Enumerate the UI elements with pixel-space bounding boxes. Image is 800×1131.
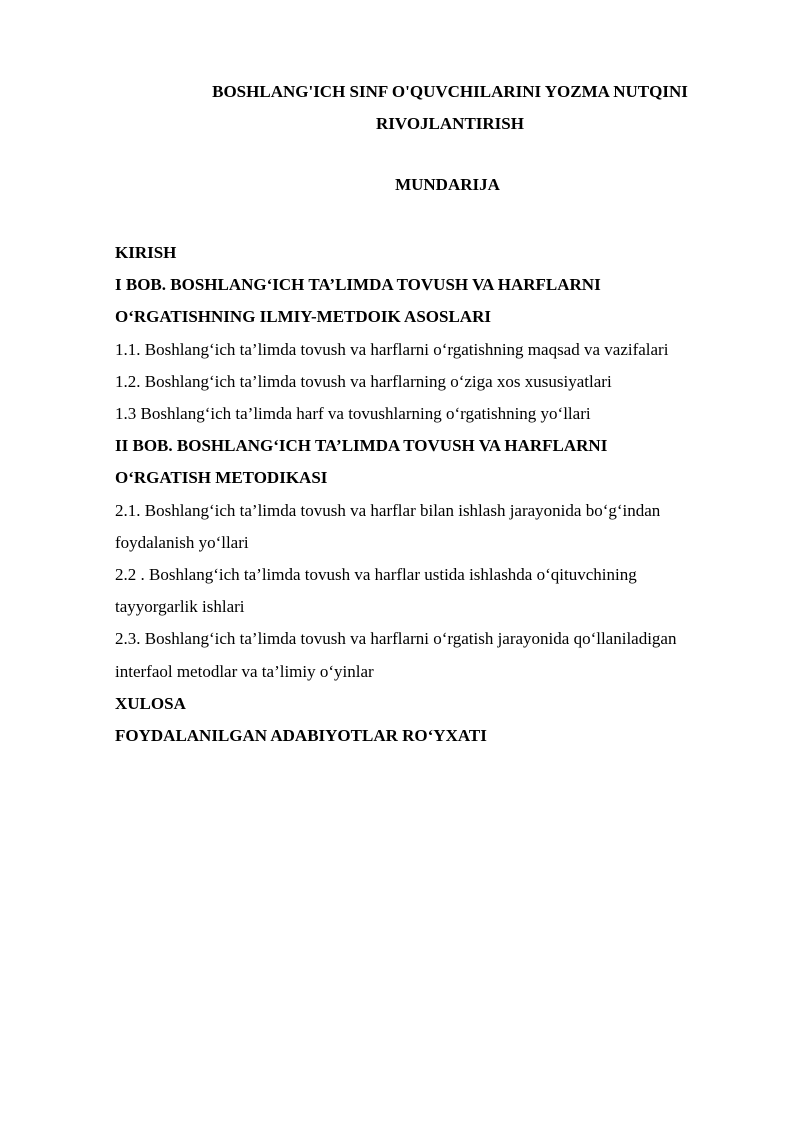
toc-entry xyxy=(115,430,760,494)
toc-entry-line: 1.1. Boshlang‘ich ta’limda tovush va harflarni o‘rgatishning maqsad va vazifalari xyxy=(115,339,669,359)
toc-entry xyxy=(115,688,760,720)
toc-entry-line: 2.3. Boshlang‘ich ta’limda tovush va harflarni o‘rgatish jarayonida qo‘llaniladigan xyxy=(115,629,677,649)
toc-entry-line: 1.3 Boshlang‘ich ta’limda harf va tovushlarning o‘rgatishning yo‘llari xyxy=(115,404,591,424)
toc-entry xyxy=(115,334,760,366)
toc-entry-line: foydalanish yo‘llari xyxy=(115,532,249,552)
document-title-line: RIVOJLANTIRISH xyxy=(376,114,524,133)
toc-entry xyxy=(115,366,760,398)
document-title-line: BOSHLANG'ICH SINF O'QUVCHILARINI YOZMA NUTQINI xyxy=(212,82,688,101)
toc-entry-line: 2.1. Boshlang‘ich ta’limda tovush va harflar bilan ishlash jarayonida bo‘g‘indan xyxy=(115,500,661,520)
toc-entry xyxy=(115,720,760,752)
toc-entry xyxy=(115,398,760,430)
toc-heading: MUNDARIJA xyxy=(395,175,500,194)
toc-entry-line: tayyorgarlik ishlari xyxy=(115,597,245,617)
toc-entry xyxy=(115,495,760,559)
toc-entry xyxy=(115,269,760,333)
table-of-contents xyxy=(115,237,760,752)
toc-entry-line: XULOSA xyxy=(115,693,186,713)
toc-entry xyxy=(115,559,760,623)
toc-entry-line: 1.2. Boshlang‘ich ta’limda tovush va harflarning o‘ziga xos xususiyatlari xyxy=(115,371,612,391)
toc-entry-line: I BOB. BOSHLANG‘ICH TA’LIMDA TOVUSH VA HARFLARNI xyxy=(115,275,601,295)
toc-entry-line: interfaol metodlar va ta’limiy o‘yinlar xyxy=(115,661,374,681)
toc-entry xyxy=(115,237,760,269)
toc-entry-line: II BOB. BOSHLANG‘ICH TA’LIMDA TOVUSH VA HARFLARNI xyxy=(115,436,608,456)
toc-entry-line: 2.2 . Boshlang‘ich ta’limda tovush va harflar ustida ishlashda o‘qituvchining xyxy=(115,565,637,585)
toc-entry-line: O‘RGATISHNING ILMIY-METDOIK ASOSLARI xyxy=(115,307,491,327)
toc-entry-line: KIRISH xyxy=(115,243,177,262)
document-title xyxy=(120,76,780,140)
toc-entry-line: FOYDALANILGAN ADABIYOTLAR RO‘YXATI xyxy=(115,726,487,746)
toc-entry-line: O‘RGATISH METODIKASI xyxy=(115,468,328,488)
toc-entry xyxy=(115,623,760,687)
